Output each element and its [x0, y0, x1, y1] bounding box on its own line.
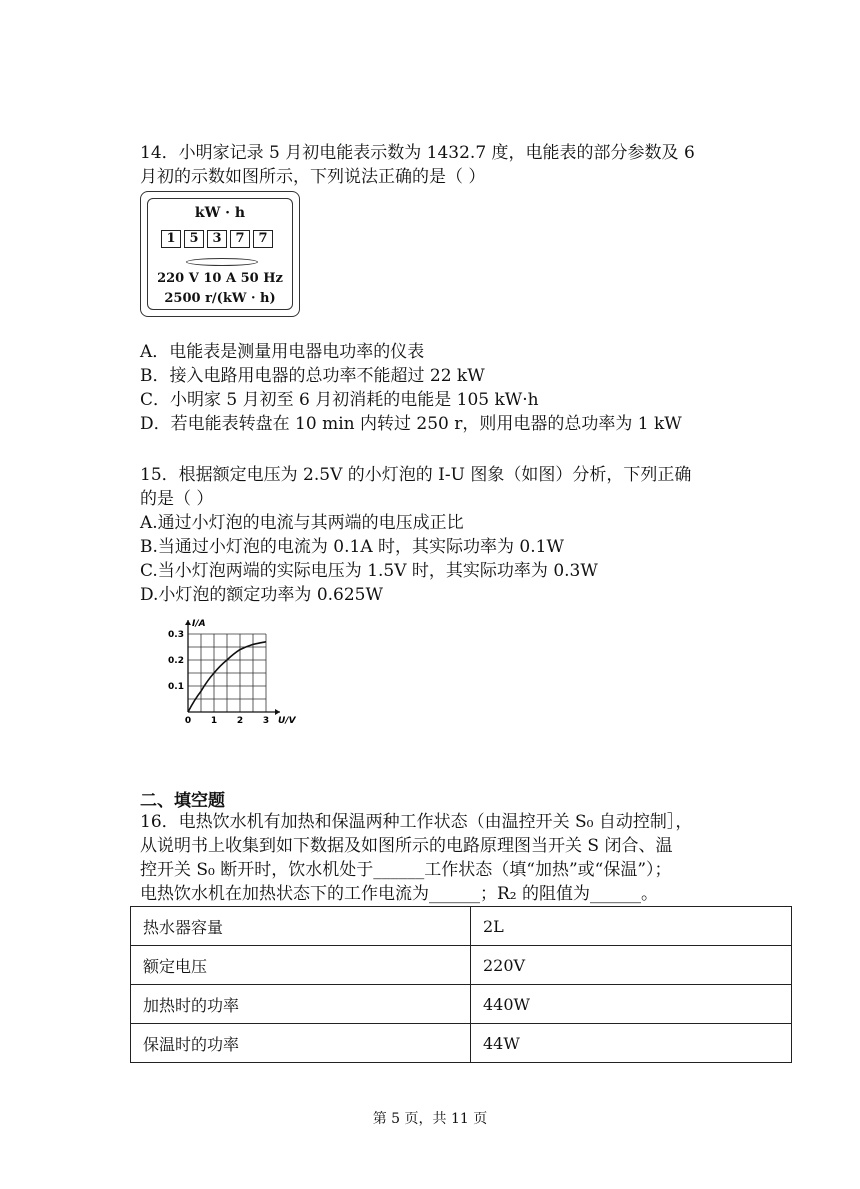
q14-option-c: C．小明家 5 月初至 6 月初消耗的电能是 105 kW·h: [140, 390, 539, 410]
y-tick-label: 0.2: [168, 656, 184, 666]
q15-option-c: C.当小灯泡两端的实际电压为 1.5V 时，其实际功率为 0.3W: [140, 561, 598, 581]
section-title: 二、填空题: [140, 791, 225, 811]
meter-digits: [161, 230, 273, 248]
x-axis-label: U/V: [278, 716, 296, 726]
y-tick-label: 0.1: [168, 682, 184, 692]
table-cell: 440W: [471, 985, 792, 1024]
meter-spec-constant: 2500 r/(kW · h): [164, 291, 276, 306]
electric-meter-figure: [140, 191, 300, 317]
meter-spec-rating: 220 V 10 A 50 Hz: [157, 271, 283, 286]
spec-table: [130, 906, 792, 1063]
table-cell: 220V: [471, 946, 792, 985]
table-cell: 44W: [471, 1024, 792, 1063]
q14-option-a: A．电能表是测量用电器电功率的仪表: [140, 342, 425, 362]
table-cell: 加热时的功率: [131, 985, 471, 1024]
q14-stem-line1: 14．小明家记录 5 月初电能表示数为 1432.7 度，电能表的部分参数及 6: [140, 143, 695, 163]
q15-stem-line1: 15．根据额定电压为 2.5V 的小灯泡的 I-U 图象（如图）分析，下列正确: [140, 465, 692, 485]
table-cell: 额定电压: [131, 946, 471, 985]
iu-graph: [160, 608, 320, 728]
table-cell: 2L: [471, 907, 792, 946]
x-tick-label: 2: [236, 716, 244, 726]
meter-digit: 1: [161, 230, 181, 248]
electric-meter-face: [147, 198, 293, 310]
table-row: [131, 1024, 792, 1063]
q15-stem-line2: 的是（ ）: [140, 489, 214, 509]
q16-stem-line4: 电热饮水机在加热状态下的工作电流为______；R₂ 的阻值为______。: [140, 884, 659, 904]
table-cell: 保温时的功率: [131, 1024, 471, 1063]
y-tick-label: 0.3: [168, 630, 184, 640]
y-axis-arrow-icon: [185, 620, 191, 625]
meter-digit: 7: [253, 230, 273, 248]
q14-option-b: B．接入电路用电器的总功率不能超过 22 kW: [140, 366, 485, 386]
x-tick-label: 3: [262, 716, 270, 726]
q14-option-d: D．若电能表转盘在 10 min 内转过 250 r，则用电器的总功率为 1 kW: [140, 414, 682, 434]
table-row: [131, 985, 792, 1024]
q15-option-d: D.小灯泡的额定功率为 0.625W: [140, 585, 383, 605]
q16-stem-line3: 控开关 S₀ 断开时，饮水机处于______工作状态（填“加热”或“保温”）；: [140, 860, 672, 880]
x-tick-label: 0: [184, 716, 192, 726]
meter-unit: kW · h: [194, 205, 246, 221]
meter-digit: 3: [207, 230, 227, 248]
q15-option-a: A.通过小灯泡的电流与其两端的电压成正比: [140, 513, 464, 533]
meter-digit: 7: [230, 230, 250, 248]
q14-stem-line2: 月初的示数如图所示，下列说法正确的是（ ）: [140, 167, 486, 187]
page-footer: 第 5 页，共 11 页: [372, 1111, 488, 1127]
meter-dial-icon: [186, 258, 258, 266]
y-axis-label: I/A: [192, 619, 206, 629]
table-cell: 热水器容量: [131, 907, 471, 946]
q16-stem-line2: 从说明书上收集到如下数据及如图所示的电路原理图当开关 S 闭合、温: [140, 836, 673, 856]
table-row: [131, 907, 792, 946]
table-row: [131, 946, 792, 985]
x-axis-arrow-icon: [275, 709, 280, 715]
x-tick-label: 1: [210, 716, 218, 726]
q16-stem-line1: 16．电热饮水机有加热和保温两种工作状态（由温控开关 S₀ 自动控制］，: [140, 812, 693, 832]
meter-digit: 5: [184, 230, 204, 248]
q15-option-b: B.当通过小灯泡的电流为 0.1A 时，其实际功率为 0.1W: [140, 537, 564, 557]
